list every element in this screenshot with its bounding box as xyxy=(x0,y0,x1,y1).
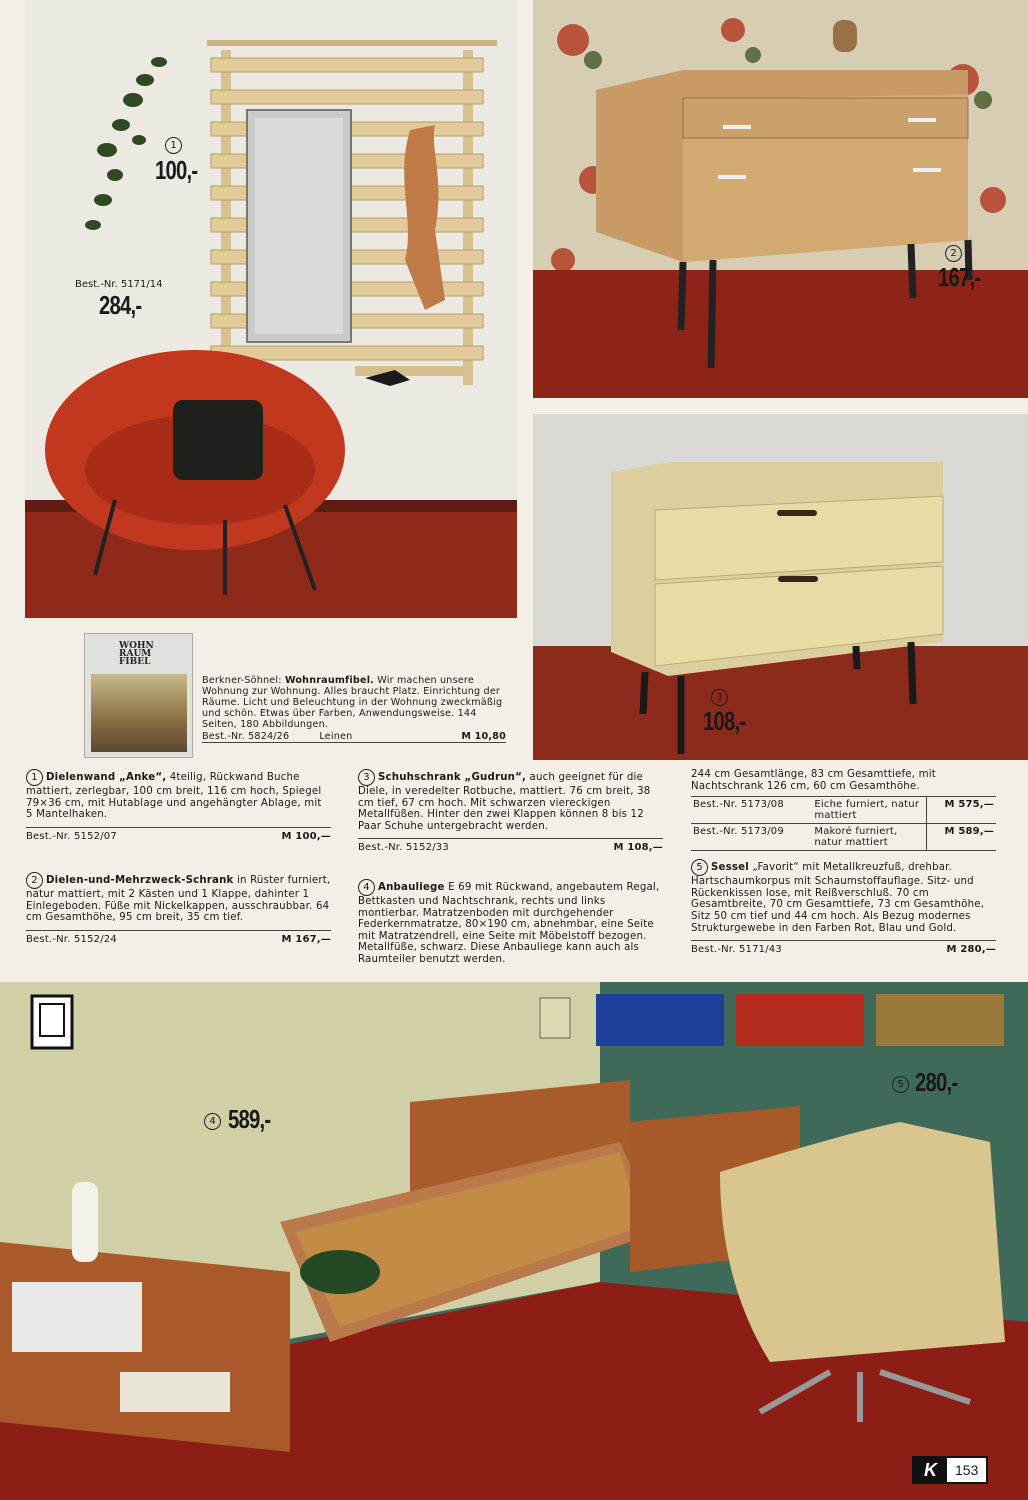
price-sessel: 280,- xyxy=(915,1067,958,1097)
item-text: „Favorit“ mit Metallkreuzfuß, drehbar. Hartschaumkorpus mit Schaumstoffauflage. Sitz- und Rückenkissen lose, mit Reißverschluß. 70 cm Gesamtbreite, 70 cm Gesamttiefe, 73 cm Gesamthöhe, Sitz 50 cm tief und 44 cm hoch. Als Bezug modernes Strukturgewebe in den Farben Rot, Blau und Gold. xyxy=(691,862,985,934)
photo-schuhschrank xyxy=(533,414,1028,760)
item-text: auch geeignet für die Diele, in veredelter Rotbuche, mattiert. 76 cm breit, 38 cm tief, 67 cm hoch. Mit schwarzen viereckigen Metallfüßen. Hinter den zwei Klappen können 8 bis 12 Paar Schuhe untergebracht werden. xyxy=(358,772,651,832)
catalog-logo: K xyxy=(914,1458,947,1482)
item-number-badge: 5 xyxy=(691,859,708,876)
book-cover-line: FIBEL xyxy=(119,657,151,667)
order-number: Best.-Nr. 5152/33 xyxy=(358,842,449,854)
book-publisher: Berkner-Söhnel: xyxy=(202,675,285,686)
book-cover-line: WOHN xyxy=(119,641,154,651)
item-4-continuation xyxy=(691,769,996,956)
book-desc: Wir machen unsere Wohnung zur Wohnung. Alles braucht Platz. Einrichtung der Räume. Licht und Beleuchtung in der Wohnung zweckmäßig und schön. Etwas über Farben, Anwendungsweise. 144 Seiten, 180 Abbildungen. xyxy=(202,675,503,730)
variant-order-number: Best.-Nr. 5173/08 xyxy=(691,797,812,824)
photo-room-scene xyxy=(0,982,1028,1500)
variant-price xyxy=(927,797,996,824)
book-cover xyxy=(84,633,193,758)
order-row xyxy=(26,827,331,843)
table-row xyxy=(691,797,996,824)
item-number-5-marker: 5 xyxy=(892,1076,909,1093)
order-price: M 167,— xyxy=(281,933,331,945)
item-text: in Rüster furniert, natur mattiert, mit 2 Kästen und 1 Klappe, dahinter 1 Einlegeboden. Füße mit Nickelkappen, ausschraubbar. 64 cm Gesamthöhe, 95 cm breit, 35 cm tief. xyxy=(26,875,331,924)
item-name: Anbauliege xyxy=(378,882,445,893)
chair-order-number: Best.-Nr. 5171/14 xyxy=(75,279,163,290)
item-number-4-marker: 4 xyxy=(204,1113,221,1130)
table-row xyxy=(691,824,996,851)
item-name: Schuhschrank „Gudrun“, xyxy=(378,772,527,783)
price-schrank: 167,- xyxy=(938,262,981,292)
item-number-badge: 1 xyxy=(26,769,43,786)
price-schuhschrank: 108,- xyxy=(703,706,746,736)
item-number-1-marker: 1 xyxy=(165,137,182,154)
order-row xyxy=(358,838,663,854)
order-price: M 280,— xyxy=(946,944,996,956)
item-number-badge: 3 xyxy=(358,769,375,786)
item-name: Sessel xyxy=(711,862,749,874)
variant-price xyxy=(927,824,996,851)
order-price: M 100,— xyxy=(281,830,331,842)
order-price: M 108,— xyxy=(613,842,663,854)
schrank-illustration xyxy=(533,0,1028,398)
book-title: Wohnraumfibel. xyxy=(284,675,375,686)
book-description xyxy=(202,675,506,743)
photo-dielenwand xyxy=(25,0,517,618)
item-number-2-marker: 2 xyxy=(945,245,962,262)
book-cover-title xyxy=(119,642,189,666)
item-text: 244 cm Gesamtlänge, 83 cm Gesamttiefe, mit Nachtschrank 126 cm, 60 cm Gesamthöhe. xyxy=(691,769,936,792)
item-1-description xyxy=(26,769,331,842)
order-row xyxy=(691,940,996,956)
item-4-description xyxy=(358,879,663,966)
variant-desc: Eiche furniert, natur mattiert xyxy=(812,797,927,824)
item-number-3-marker: 3 xyxy=(711,689,728,706)
room-illustration xyxy=(0,982,1028,1500)
item-number-badge: 2 xyxy=(26,872,43,889)
item-3-description xyxy=(358,769,663,854)
schuhschrank-illustration xyxy=(533,414,1028,760)
variant-desc: Makoré furniert, natur mattiert xyxy=(812,824,927,851)
book-binding: Leinen xyxy=(319,731,353,742)
book-text xyxy=(202,675,506,730)
item-name: Dielen-und-Mehrzweck-Schrank xyxy=(46,875,234,886)
order-row xyxy=(26,930,331,946)
book-cover-line: RAUM xyxy=(119,649,152,659)
book-order-row xyxy=(202,730,506,743)
item-2-description xyxy=(26,872,331,945)
order-number: Best.-Nr. 5171/43 xyxy=(691,944,782,956)
page-number: 153 xyxy=(955,1462,979,1478)
variant-price-text: M 575,— xyxy=(944,799,994,811)
book-cover-image xyxy=(91,674,187,752)
item-name: Dielenwand „Anke“, xyxy=(46,772,167,783)
book-order-number: Best.-Nr. 5824/26 xyxy=(202,731,290,742)
variants-table xyxy=(691,796,996,851)
footer-page xyxy=(912,1456,988,1484)
book-price: M 10,80 xyxy=(461,731,506,742)
price-anbauliege: 589,- xyxy=(228,1104,271,1134)
item-text: E 69 mit Rückwand, angebautem Regal, Bettkasten und Nachtschrank, rechts und links montierbar. Matratzenboden mit durchgehender Federkernmatratze, 80×190 cm, abnehmbar, eine Seite mit Matratzendrell, eine Seite mit Möbelstoff bezogen. Metallfüße, schwarz. Diese Anbauliege kann auch als Raumteiler benutzt werden. xyxy=(358,882,660,965)
order-number: Best.-Nr. 5152/07 xyxy=(26,830,117,842)
price-dielenwand: 100,- xyxy=(155,155,198,185)
item-text: 4teilig, Rückwand Buche mattiert, zerlegbar, 100 cm breit, 116 cm hoch, Spiegel 79×36 cm, mit Hutablage und angehängter Ablage, mit 5 Mantelhaken. xyxy=(26,772,322,821)
item-number-badge: 4 xyxy=(358,879,375,896)
price-chair: 284,- xyxy=(99,290,142,320)
photo-mehrzweck-schrank xyxy=(533,0,1028,398)
variant-price-text: M 589,— xyxy=(944,826,994,838)
variant-order-number: Best.-Nr. 5173/09 xyxy=(691,824,812,851)
order-number: Best.-Nr. 5152/24 xyxy=(26,933,117,945)
